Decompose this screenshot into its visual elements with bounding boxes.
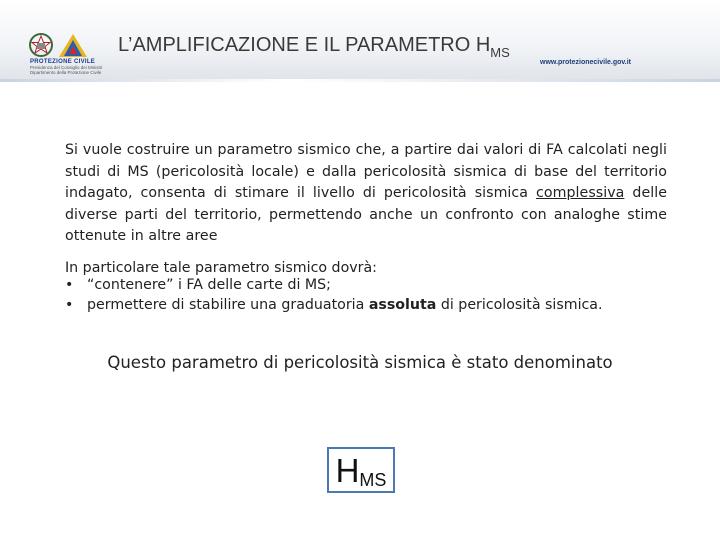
civil-protection-triangle-icon (56, 32, 90, 60)
p1-text-c: ) e dalla (293, 163, 364, 180)
slide-title-subscript: MS (490, 45, 510, 60)
italian-republic-emblem-icon (28, 32, 54, 60)
bullet-1-text: “contenere” i FA delle carte di MS; (87, 277, 331, 293)
hms-main: H (335, 452, 360, 489)
slide-title (118, 34, 510, 60)
bullet-2-bold: assoluta (368, 296, 437, 313)
conclusion-text: Questo parametro di pericolosità sismica è stato denominato (107, 353, 613, 372)
requirements-list (65, 276, 603, 315)
requirements-intro: In particolare tale parametro sismico dovrà: (65, 260, 377, 276)
bullet-2-text-a: permettere di stabilire una graduatoria (87, 296, 369, 313)
website-url: www.protezionecivile.gov.it (540, 59, 632, 66)
bullet-dot: • (65, 277, 74, 293)
hms-subscript: MS (359, 470, 387, 490)
p1-text-d: del territorio indagato, consenta di stimare il livello di pericolosità sismica (65, 163, 667, 201)
bullet-2-text-b: di pericolosità sismica. (436, 296, 603, 313)
p1-local-hazard: pericolosità locale (161, 163, 294, 180)
p1-text-a: Si vuole costruire un parametro sismico che, a partire dai valori di (65, 142, 547, 158)
p1-fa: FA (546, 142, 563, 158)
protezione-civile-logo (28, 32, 118, 82)
p1-complex-underlined: complessiva (536, 185, 625, 201)
p1-text-b: calcolati negli studi di MS ( (65, 142, 667, 180)
list-item (65, 296, 603, 316)
logo-subtitle-2: Dipartimento della Protezione Civile (30, 70, 102, 75)
bullet-dot: • (65, 296, 74, 313)
description-paragraph (65, 140, 667, 248)
hms-symbol-box (327, 447, 395, 493)
logo-title: PROTEZIONE CIVILE (30, 59, 96, 65)
logo-subtitle-1: Presidenza del Consiglio dei Ministri (30, 65, 103, 70)
p1-base-hazard: pericolosità sismica di base (363, 163, 569, 180)
p1-text-e: delle diverse parti del territorio, permettendo anche un confronto con analoghe stime ottenute in altre aree (65, 185, 667, 244)
list-item (65, 276, 603, 296)
slide-title-main: L’AMPLIFICAZIONE E IL PARAMETRO H (118, 34, 491, 56)
